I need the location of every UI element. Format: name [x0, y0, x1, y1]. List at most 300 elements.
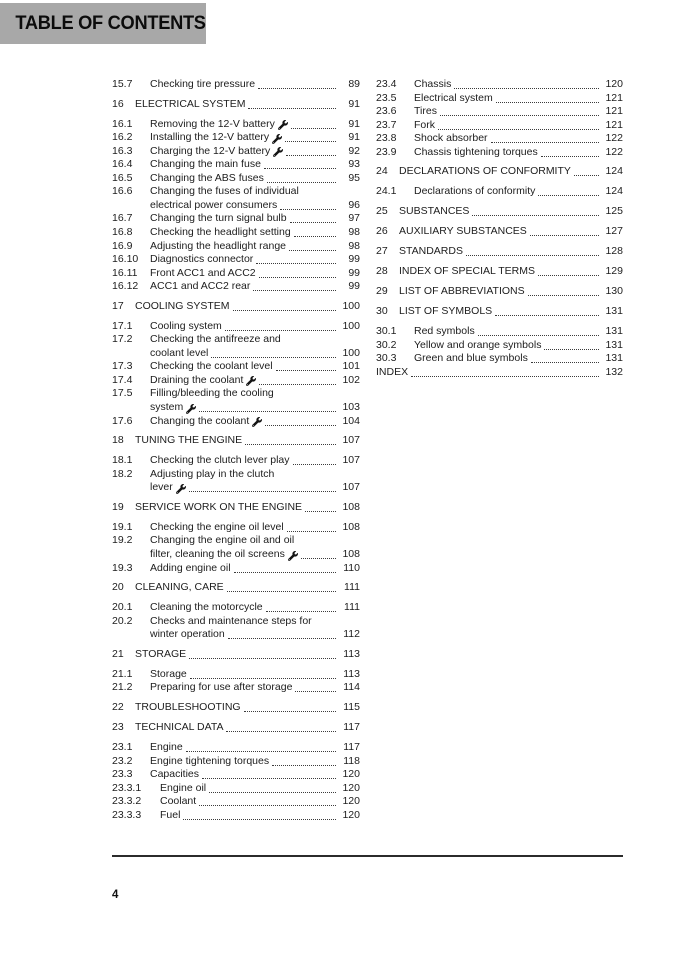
toc-entry-30.3 — [376, 352, 623, 366]
dotted-leader — [183, 819, 336, 820]
toc-entry-title: Cleaning the motorcycle — [150, 601, 263, 614]
toc-entry-page: 129 — [605, 265, 623, 278]
toc-entry-title: Changing the ABS fuses — [150, 171, 264, 184]
toc-entry-title: Red symbols — [414, 325, 475, 338]
toc-entry-page: 127 — [605, 224, 623, 237]
toc-entry-17 — [112, 300, 360, 314]
toc-entry-title: Green and blue symbols — [414, 352, 528, 365]
toc-entry-23.8 — [376, 132, 623, 146]
toc-column-left — [112, 78, 360, 822]
toc-entry-17.3 — [112, 360, 360, 374]
toc-entry-page: 124 — [605, 165, 623, 178]
toc-entry-number: 16 — [112, 97, 124, 110]
dotted-leader — [286, 155, 336, 156]
toc-entry-page: 122 — [605, 145, 623, 158]
toc-entry-number: 28 — [376, 265, 388, 278]
dotted-leader — [253, 290, 336, 291]
dotted-leader — [266, 611, 336, 612]
toc-entry-title-continuation: coolant level — [150, 346, 209, 359]
toc-entry-16.4 — [112, 158, 360, 172]
toc-entry-number: 15.7 — [112, 78, 133, 90]
dotted-leader — [245, 444, 336, 445]
toc-entry-16.9 — [112, 240, 360, 254]
toc-entry-page: 104 — [342, 414, 360, 427]
toc-entry-30 — [376, 305, 623, 319]
toc-entry-number: 16.2 — [112, 131, 133, 144]
wrench-icon — [252, 417, 262, 427]
toc-entry-page: 117 — [343, 740, 360, 753]
toc-entry-16.6 — [112, 185, 360, 212]
toc-entry-page: 102 — [342, 373, 360, 386]
dotted-leader — [541, 156, 599, 157]
toc-entry-page: 100 — [342, 346, 360, 359]
toc-entry-17.2 — [112, 333, 360, 360]
toc-entry-title: SERVICE WORK ON THE ENGINE — [135, 500, 303, 513]
toc-entry-title: LIST OF SYMBOLS — [399, 305, 493, 318]
toc-entry-page: 91 — [348, 97, 360, 110]
toc-entry-number: 16.3 — [112, 144, 133, 157]
dotted-leader — [478, 335, 599, 336]
toc-entry-page: 108 — [342, 547, 360, 560]
toc-entry-25 — [376, 205, 623, 219]
toc-entry-title: Cooling system — [150, 319, 222, 332]
toc-entry-title: Changing the fuses of individual — [150, 185, 299, 198]
toc-entry-number: 30.2 — [376, 338, 397, 351]
toc-entry-page: 117 — [343, 720, 360, 733]
dotted-leader — [248, 108, 336, 109]
toc-entry-title: TECHNICAL DATA — [135, 720, 224, 733]
toc-entry-page: 112 — [343, 628, 360, 641]
toc-entry-number: 25 — [376, 204, 388, 217]
toc-entry-title: Installing the 12-V battery — [150, 131, 270, 144]
toc-entry-number: 19.3 — [112, 561, 133, 574]
toc-entry-number: 23.1 — [112, 740, 133, 753]
header-box — [0, 3, 206, 44]
toc-entry-17.1 — [112, 320, 360, 334]
toc-entry-index — [376, 366, 623, 380]
toc-entry-page: 99 — [348, 280, 360, 293]
toc-entry-number: 16.11 — [112, 266, 138, 279]
toc-entry-number: 23.7 — [376, 118, 397, 131]
toc-entry-20.1 — [112, 601, 360, 615]
toc-entry-page: 128 — [605, 244, 623, 257]
toc-entry-title: Checking the clutch lever play — [150, 454, 290, 467]
dotted-leader — [305, 511, 336, 512]
dotted-leader — [531, 362, 599, 363]
toc-entry-16 — [112, 98, 360, 112]
toc-entry-30.1 — [376, 325, 623, 339]
toc-entry-number: 16.7 — [112, 212, 133, 225]
toc-entry-number: 21 — [112, 647, 124, 660]
toc-entry-page: 93 — [348, 158, 360, 171]
toc-entry-16.11 — [112, 267, 360, 281]
toc-entry-21.2 — [112, 681, 360, 695]
wrench-icon — [186, 404, 196, 414]
dotted-leader — [438, 129, 599, 130]
toc-entry-number: 23 — [112, 720, 124, 733]
toc-entry-title: Engine oil — [160, 781, 207, 794]
toc-entry-page: 111 — [344, 581, 360, 594]
dotted-leader — [202, 778, 336, 779]
toc-entry-title: Filling/bleeding the cooling — [150, 387, 274, 400]
dotted-leader — [259, 384, 336, 385]
toc-entry-number: 17.2 — [112, 333, 133, 346]
toc-entry-page: 131 — [605, 305, 623, 318]
dotted-leader — [495, 315, 599, 316]
toc-entry-page: 92 — [348, 144, 360, 157]
toc-entry-title: AUXILIARY SUBSTANCES — [399, 224, 527, 237]
toc-entry-title: ACC1 and ACC2 rear — [150, 280, 251, 293]
toc-entry-title: TUNING THE ENGINE — [135, 434, 243, 447]
toc-entry-page: 121 — [605, 118, 623, 131]
toc-entry-number: 23.3.2 — [112, 795, 142, 808]
dotted-leader — [530, 235, 599, 236]
toc-entry-16.3 — [112, 145, 360, 159]
toc-entry-23 — [112, 721, 360, 735]
toc-entry-23.3.1 — [112, 782, 360, 796]
dotted-leader — [528, 295, 599, 296]
toc-entry-page: 125 — [605, 204, 623, 217]
toc-entry-number: 23.8 — [376, 132, 397, 145]
dotted-leader — [285, 141, 336, 142]
dotted-leader — [199, 805, 336, 806]
toc-entry-18 — [112, 434, 360, 448]
toc-entry-18.2 — [112, 468, 360, 495]
toc-entry-page: 111 — [344, 601, 360, 614]
toc-entry-title: SUBSTANCES — [399, 204, 470, 217]
toc-entry-page: 103 — [342, 401, 360, 414]
toc-entry-23.3.3 — [112, 809, 360, 823]
toc-entry-page: 131 — [605, 352, 623, 365]
toc-entry-number: 17 — [112, 299, 124, 312]
toc-entry-23.3 — [112, 768, 360, 782]
toc-entry-title: Chassis tightening torques — [414, 145, 538, 158]
dotted-leader — [466, 255, 599, 256]
dotted-leader — [289, 250, 336, 251]
wrench-icon — [288, 551, 298, 561]
dotted-leader — [264, 168, 336, 169]
toc-entry-19 — [112, 501, 360, 515]
toc-entry-number: 17.1 — [112, 319, 133, 332]
dotted-leader — [234, 572, 336, 573]
toc-entry-page: 97 — [348, 212, 360, 225]
toc-entry-number: 23.3.3 — [112, 808, 142, 821]
toc-entry-21.1 — [112, 668, 360, 682]
dotted-leader — [538, 275, 599, 276]
toc-entry-16.2 — [112, 131, 360, 145]
toc-entry-title-continuation: filter, cleaning the oil screens — [150, 547, 285, 560]
toc-entry-title-continuation: lever — [150, 481, 173, 494]
toc-entry-title: Preparing for use after storage — [150, 681, 293, 694]
toc-entry-page: 107 — [342, 481, 360, 494]
toc-entry-30.2 — [376, 339, 623, 353]
toc-entry-23.1 — [112, 741, 360, 755]
toc-entry-title: TROUBLESHOOTING — [135, 700, 241, 713]
dotted-leader — [256, 263, 336, 264]
toc-entry-title: Fork — [414, 118, 435, 131]
toc-entry-number: 24.1 — [376, 185, 397, 198]
toc-entry-22 — [112, 701, 360, 715]
dotted-leader — [190, 678, 336, 679]
toc-entry-title-continuation: system — [150, 401, 184, 414]
toc-entry-page: 114 — [343, 681, 360, 694]
toc-entry-15.7 — [112, 78, 360, 92]
toc-entry-page: 124 — [605, 185, 623, 198]
wrench-icon — [176, 484, 186, 494]
toc-entry-page: 132 — [605, 365, 623, 378]
toc-entry-page: 99 — [348, 266, 360, 279]
toc-entry-page: 101 — [342, 360, 360, 373]
toc-entry-20.2 — [112, 615, 360, 642]
dotted-leader — [233, 310, 336, 311]
toc-entry-title-continuation: electrical power consumers — [150, 198, 278, 211]
dotted-leader — [411, 376, 599, 377]
dotted-leader — [280, 209, 336, 210]
toc-entry-title: Adding engine oil — [150, 561, 231, 574]
toc-entry-number: 16.1 — [112, 117, 133, 130]
toc-entry-number: 23.4 — [376, 78, 397, 90]
toc-entry-page: 107 — [342, 454, 360, 467]
toc-entry-page: 100 — [342, 299, 360, 312]
toc-entry-page: 121 — [605, 91, 623, 104]
toc-entry-page: 113 — [343, 667, 360, 680]
dotted-leader — [199, 411, 336, 412]
dotted-leader — [227, 591, 336, 592]
toc-entry-page: 131 — [605, 325, 623, 338]
toc-entry-page: 118 — [343, 754, 360, 767]
toc-entry-23.3.2 — [112, 795, 360, 809]
toc-entry-title: Checking the engine oil level — [150, 520, 284, 533]
toc-entry-title: DECLARATIONS OF CONFORMITY — [399, 165, 571, 178]
toc-entry-page: 122 — [605, 132, 623, 145]
toc-entry-title: Fuel — [160, 808, 181, 821]
toc-entry-title: STORAGE — [135, 647, 187, 660]
toc-entry-page: 108 — [342, 520, 360, 533]
toc-entry-number: 27 — [376, 244, 388, 257]
toc-entry-24 — [376, 165, 623, 179]
toc-entry-title-continuation: winter operation — [150, 628, 225, 641]
toc-entry-page: 131 — [605, 338, 623, 351]
toc-entry-title: Removing the 12-V battery — [150, 117, 275, 130]
toc-entry-page: 96 — [348, 198, 360, 211]
toc-entry-number: 17.5 — [112, 387, 133, 400]
dotted-leader — [472, 215, 599, 216]
dotted-leader — [544, 349, 599, 350]
toc-entry-number: 18.2 — [112, 467, 133, 480]
toc-entry-23.5 — [376, 92, 623, 106]
dotted-leader — [189, 658, 336, 659]
toc-entry-21 — [112, 648, 360, 662]
dotted-leader — [267, 182, 336, 183]
toc-entry-page: 107 — [342, 434, 360, 447]
toc-entry-page: 120 — [605, 78, 623, 90]
dotted-leader — [574, 175, 599, 176]
toc-entry-16.5 — [112, 172, 360, 186]
dotted-leader — [291, 128, 336, 129]
toc-entry-number: 19.2 — [112, 534, 133, 547]
toc-entry-number: 21.1 — [112, 667, 133, 680]
toc-entry-title: COOLING SYSTEM — [135, 299, 230, 312]
toc-entry-number: 16.6 — [112, 185, 133, 198]
toc-entry-17.4 — [112, 374, 360, 388]
toc-entry-number: 17.4 — [112, 373, 133, 386]
dotted-leader — [538, 195, 599, 196]
dotted-leader — [301, 558, 336, 559]
toc-entry-23.2 — [112, 755, 360, 769]
dotted-leader — [258, 88, 336, 89]
toc-entry-title: INDEX OF SPECIAL TERMS — [399, 265, 535, 278]
toc-entry-number: 24 — [376, 165, 388, 178]
toc-entry-page: 120 — [342, 781, 360, 794]
dotted-leader — [294, 236, 336, 237]
toc-entry-28 — [376, 265, 623, 279]
dotted-leader — [440, 115, 599, 116]
toc-entry-page: 115 — [343, 700, 360, 713]
toc-entry-title: Adjusting play in the clutch — [150, 467, 275, 480]
dotted-leader — [293, 464, 337, 465]
toc-entry-title: Draining the coolant — [150, 373, 244, 386]
toc-entry-16.1 — [112, 118, 360, 132]
toc-entry-title: Coolant — [160, 795, 197, 808]
toc-entry-23.7 — [376, 119, 623, 133]
toc-entry-title: ELECTRICAL SYSTEM — [135, 97, 246, 110]
dotted-leader — [225, 330, 336, 331]
toc-entry-number: 23.2 — [112, 754, 133, 767]
toc-entry-title: Engine tightening torques — [150, 754, 270, 767]
toc-entry-27 — [376, 245, 623, 259]
toc-entry-16.7 — [112, 212, 360, 226]
toc-entry-title: Declarations of conformity — [414, 185, 536, 198]
toc-entry-23.6 — [376, 105, 623, 119]
toc-entry-title: Yellow and orange symbols — [414, 338, 542, 351]
toc-entry-number: 20.2 — [112, 614, 133, 627]
toc-entry-page: 95 — [348, 171, 360, 184]
toc-entry-title: Checking the headlight setting — [150, 225, 291, 238]
toc-entry-19.3 — [112, 562, 360, 576]
toc-entry-title: Changing the turn signal bulb — [150, 212, 287, 225]
toc-entry-page: 120 — [342, 795, 360, 808]
toc-entry-number: 23.3.1 — [112, 781, 142, 794]
toc-entry-number: 30.3 — [376, 352, 397, 365]
toc-entry-17.6 — [112, 415, 360, 429]
page-title: TABLE OF CONTENTS — [15, 12, 206, 34]
toc-entry-title: LIST OF ABBREVIATIONS — [399, 285, 525, 298]
toc-entry-title: Adjusting the headlight range — [150, 239, 287, 252]
dotted-leader — [272, 765, 336, 766]
dotted-leader — [211, 357, 336, 358]
toc-entry-title: Changing the coolant — [150, 414, 250, 427]
toc-entry-title: Front ACC1 and ACC2 — [150, 266, 256, 279]
toc-entry-page: 121 — [605, 105, 623, 118]
toc-entry-title: INDEX — [376, 365, 409, 378]
toc-entry-24.1 — [376, 185, 623, 199]
toc-entry-number: 23.3 — [112, 768, 133, 781]
toc-entry-page: 100 — [342, 319, 360, 332]
toc-entry-number: 17.6 — [112, 414, 133, 427]
toc-entry-title: Shock absorber — [414, 132, 488, 145]
dotted-leader — [244, 711, 336, 712]
dotted-leader — [226, 731, 336, 732]
toc-entry-title: Diagnostics connector — [150, 253, 254, 266]
dotted-leader — [209, 792, 336, 793]
toc-entry-page: 113 — [343, 647, 360, 660]
toc-entry-number: 23.9 — [376, 145, 397, 158]
toc-entry-title: Changing the main fuse — [150, 158, 261, 171]
wrench-icon — [272, 134, 282, 144]
toc-entry-page: 98 — [348, 239, 360, 252]
toc-entry-title: Capacities — [150, 768, 200, 781]
footer-rule — [112, 855, 623, 857]
toc-entry-17.5 — [112, 387, 360, 414]
toc-entry-title: STANDARDS — [399, 244, 463, 257]
toc-entry-29 — [376, 285, 623, 299]
dotted-leader — [454, 88, 599, 89]
wrench-icon — [278, 120, 288, 130]
toc-entry-title: Engine — [150, 740, 183, 753]
toc-entry-page: 99 — [348, 253, 360, 266]
dotted-leader — [290, 222, 336, 223]
toc-entry-16.10 — [112, 253, 360, 267]
toc-column-right — [376, 78, 623, 379]
toc-entry-title: Changing the engine oil and oil — [150, 534, 295, 547]
toc-entry-number: 16.12 — [112, 280, 139, 293]
toc-entry-number: 16.8 — [112, 225, 133, 238]
toc-entry-page: 120 — [342, 768, 360, 781]
toc-entry-number: 20.1 — [112, 601, 133, 614]
toc-entry-number: 16.5 — [112, 171, 133, 184]
toc-entry-title: Checking the coolant level — [150, 360, 273, 373]
toc-entry-title: Checking tire pressure — [150, 78, 256, 90]
toc-entry-number: 16.9 — [112, 239, 133, 252]
dotted-leader — [259, 277, 336, 278]
toc-entry-number: 20 — [112, 581, 124, 594]
dotted-leader — [228, 638, 336, 639]
toc-entry-page: 110 — [343, 561, 360, 574]
toc-entry-26 — [376, 225, 623, 239]
dotted-leader — [287, 531, 336, 532]
dotted-leader — [491, 142, 599, 143]
dotted-leader — [189, 491, 336, 492]
dotted-leader — [186, 751, 336, 752]
toc-entry-19.1 — [112, 521, 360, 535]
toc-entry-number: 16.10 — [112, 253, 139, 266]
toc-entry-number: 18.1 — [112, 454, 133, 467]
wrench-icon — [273, 147, 283, 157]
toc-entry-number: 23.6 — [376, 105, 397, 118]
toc-entry-23.9 — [376, 146, 623, 160]
toc-entry-page: 120 — [342, 808, 360, 821]
toc-entry-16.8 — [112, 226, 360, 240]
dotted-leader — [265, 425, 336, 426]
toc-entry-number: 30.1 — [376, 325, 397, 338]
toc-entry-number: 19.1 — [112, 520, 133, 533]
toc-entry-number: 29 — [376, 285, 388, 298]
toc-entry-18.1 — [112, 454, 360, 468]
toc-entry-number: 17.3 — [112, 360, 133, 373]
toc-entry-23.4 — [376, 78, 623, 92]
dotted-leader — [276, 370, 336, 371]
wrench-icon — [246, 376, 256, 386]
toc-entry-title: Checks and maintenance steps for — [150, 614, 312, 627]
toc-entry-title: CLEANING, CARE — [135, 581, 224, 594]
toc-entry-number: 18 — [112, 434, 124, 447]
toc-entry-title: Electrical system — [414, 91, 493, 104]
toc-entry-title: Checking the antifreeze and — [150, 333, 281, 346]
toc-entry-page: 98 — [348, 225, 360, 238]
dotted-leader — [496, 102, 599, 103]
toc-entry-page: 91 — [348, 131, 360, 144]
footer-page-number: 4 — [112, 889, 119, 901]
